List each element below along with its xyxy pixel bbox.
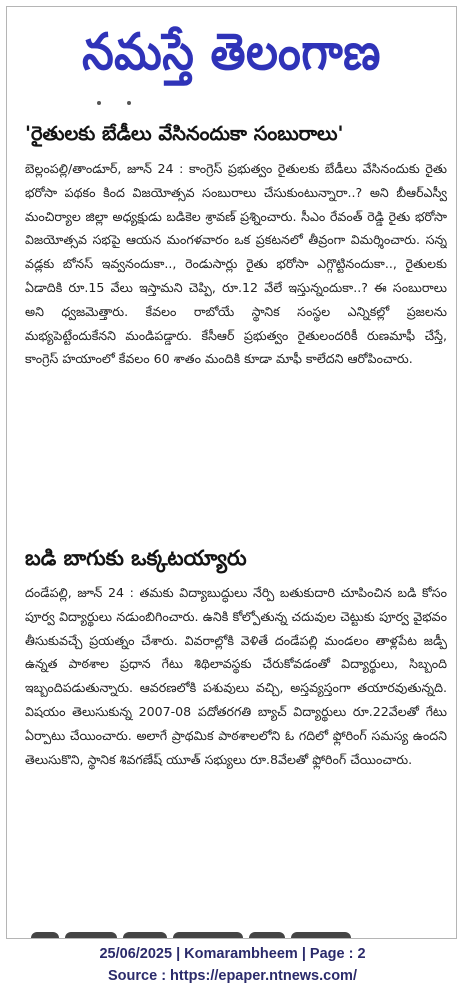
newspaper-clipping xyxy=(6,6,457,939)
footer-date-edition: 25/06/2025 | Komarambheem | Page : 2 xyxy=(99,946,366,962)
footer-source: Source : https://epaper.ntnews.com/ xyxy=(108,968,357,984)
newspaper-masthead: నమస్తే తెలంగాణ xyxy=(82,21,381,82)
article2-headline: బడి బాగుకు ఒక్కటయ్యారు xyxy=(25,546,247,570)
article1-body: బెల్లంపల్లి/తాండూర్, జూన్ 24 : కాంగ్రెస్ ప్రభుత్వం రైతులకు బేడీలు వేసినందుకు రైతు భరోసా పథకం కింద విజయోత్సవ సంబురాలు చేసుకుంటున్నారా..? అని బీఆర్ఎస్వీ మంచిర్యాల జిల్లా అధ్యక్షుడు బడికెల శ్రావణ్ ప్రశ్నించారు. సీఎం రేవంత్ రెడ్డి రైతు భరోసా విజయోత్సవ సభపై ఆయన మంగళవారం ఒక ప్రకటనలో తీవ్రంగా విమర్శించారు. సన్న వడ్లకు బోనస్ ఇవ్వనందుకా.., రెండుసార్లు రైతు భరోసా ఎగ్గొట్టినందుకా.., రైతులకు ఏడాదికి రూ.15 వేలు ఇస్తామని చెప్పి, రూ.12 వేలే ఇస్తున్నందుకా..? ఈ సంబురాలు అని ధ్వజమెత్తారు. కేవలం రాబోయే స్థానిక సంస్థల ఎన్నికల్లో ప్రజలను మభ్యపెట్టేందుకేనని మండిపడ్డారు. కేసీఆర్ ప్రభుత్వం రైతులందరికీ రుణమాఫీ చేస్తే, కాంగ్రెస్ హయాంలో కేవలం 60 శాతం మందికి కూడా మాఫీ కాలేదని ఆరోపించారు. xyxy=(25,161,447,367)
article2-body: దండేపల్లి, జూన్ 24 : తమకు విద్యాబుద్ధులు నేర్పి బతుకుదారి చూపించిన బడి కోసం పూర్వ విద్యార్థులు నడుంబిగించారు. ఉనికి కోల్పోతున్న చదువుల చెట్టుకు పూర్వ వైభవం తీసుకువచ్చే ప్రయత్నం చేశారు. వివరాల్లోకి వెళితే దండేపల్లి మండలం తాళ్లపేట జడ్పీ ఉన్నత పాఠశాల ప్రధాన గేటు శిథిలావస్థకు చేరుకోవడంతో విద్యార్థులు, సిబ్బంది ఇబ్బందిపడుతున్నారు. ఆవరణలోకి పశువులు వచ్చి, అస్తవ్యస్తంగా తయారవుతున్నది. విషయం తెలుసుకున్న 2007-08 పదోతరగతి బ్యాచ్ విద్యార్థులు రూ.22వేలతో గేటు ఏర్పాటు చేయించారు. అలాగే ప్రాథమిక పాఠశాలలోని ఓ గదిలో ఫ్లోరింగ్ సమస్య ఉందని తెలుసుకొని, స్థానిక శివగణేష్ యూత్ సభ్యులు రూ.8వేలతో ఫ్లోరింగ్ చేయించారు. xyxy=(25,585,447,767)
article1-headline: 'రైతులకు బేడీలు వేసినందుకా సంబురాలు' xyxy=(25,122,344,145)
cut-off-next-headline xyxy=(31,925,411,939)
dot xyxy=(127,101,131,105)
dot xyxy=(97,101,101,105)
separator-dots xyxy=(97,101,137,109)
